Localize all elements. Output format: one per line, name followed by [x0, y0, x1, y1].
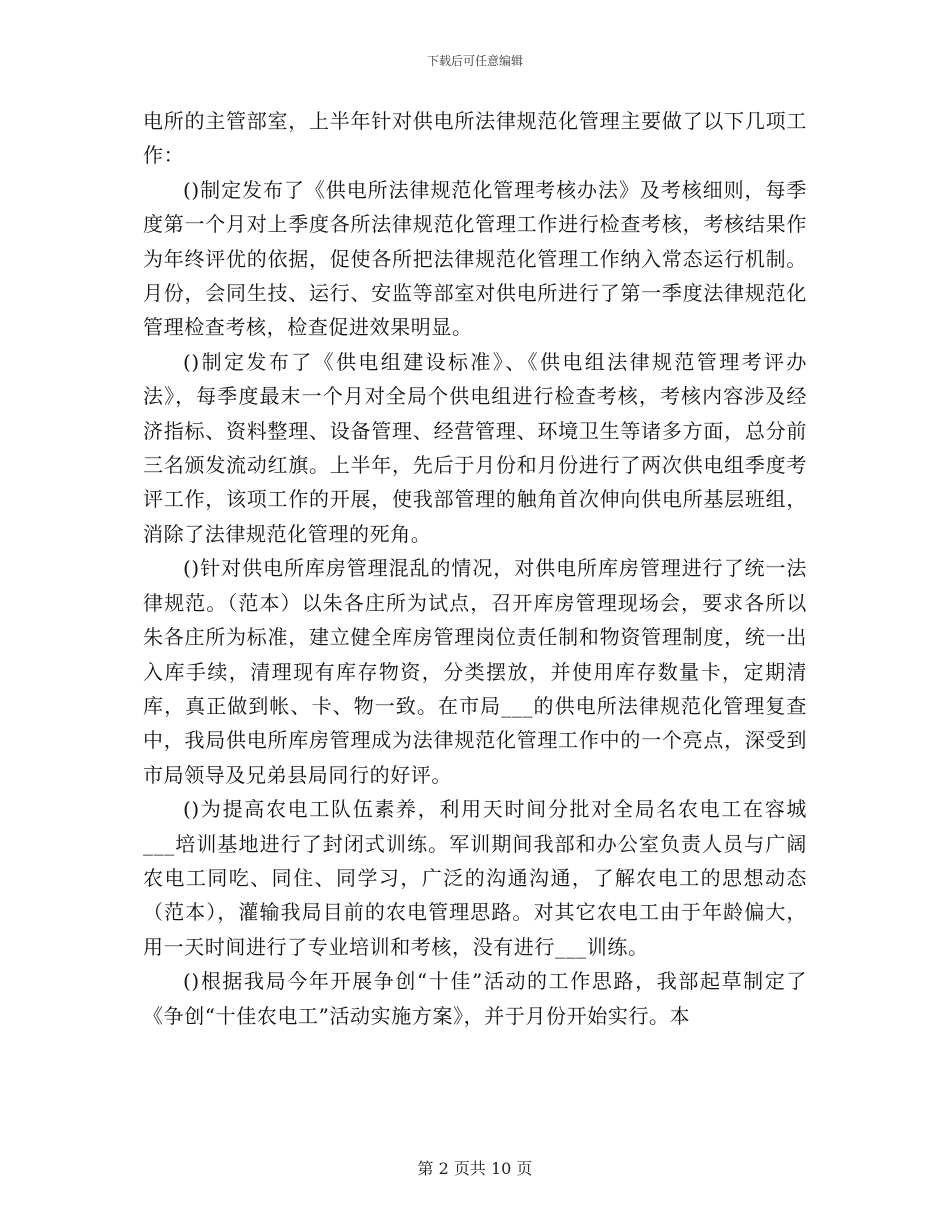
paragraph-continuation: 电所的主管部室，上半年针对供电所法律规范化管理主要做了以下几项工作：	[143, 109, 807, 168]
paragraph-item-2: ()制定发布了《供电组建设标准》、《供电组法律规范管理考评办法》，每季度最末一个月对全局个供电组进行检查考核，考核内容涉及经济指标、资料整理、设备管理、经营管理、环境卫生等诸多方面，总分前三名颁发流动红旗。上半年，先后于月份和月份进行了两次供电组季度考评工作，该项工作的开展，使我部管理的触角首次伸向供电所基层班组，消除了法律规范化管理的死角。	[143, 349, 807, 546]
page-header: 下载后可任意编辑	[426, 54, 523, 68]
paragraph-item-3: ()针对供电所库房管理混乱的情况，对供电所库房管理进行了统一法律规范。（范本）以朱各庄所为试点，召开库房管理现场会，要求各所以朱各庄所为标准，建立健全库房管理岗位责任制和物资管理制度，统一出入库手续，清理现有库存物资，分类摆放，并使用库存数量卡，定期清库，真正做到帐、卡、物一致。在市局___的供电所法律规范化管理复查中，我局供电所库房管理成为法律规范化管理工作中的一个亮点，深受到市局领导及兄弟县局同行的好评。	[143, 556, 807, 787]
paragraph-item-1: ()制定发布了《供电所法律规范化管理考核办法》及考核细则，每季度第一个月对上季度各所法律规范化管理工作进行检查考核，考核结果作为年终评优的依据，促使各所把法律规范化管理工作纳入常态运行机制。月份，会同生技、运行、安监等部室对供电所进行了第一季度法律规范化管理检查考核，检查促进效果明显。	[143, 177, 807, 340]
page-number-footer: 第 2 页共 10 页	[417, 1159, 533, 1178]
document-body	[143, 104, 807, 1033]
paragraph-item-5: ()根据我局今年开展争创“十佳”活动的工作思路，我部起草制定了《争创“十佳农电工”活动实施方案》，并于月份开始实行。本	[143, 969, 807, 1028]
paragraph-item-4: ()为提高农电工队伍素养，利用天时间分批对全局名农电工在容城___培训基地进行了封闭式训练。军训期间我部和办公室负责人员与广阔农电工同吃、同住、同学习，广泛的沟通沟通，了解农电工的思想动态（范本），灌输我局目前的农电管理思路。对其它农电工由于年龄偏大，用一天时间进行了专业培训和考核，没有进行___训练。	[143, 797, 807, 959]
